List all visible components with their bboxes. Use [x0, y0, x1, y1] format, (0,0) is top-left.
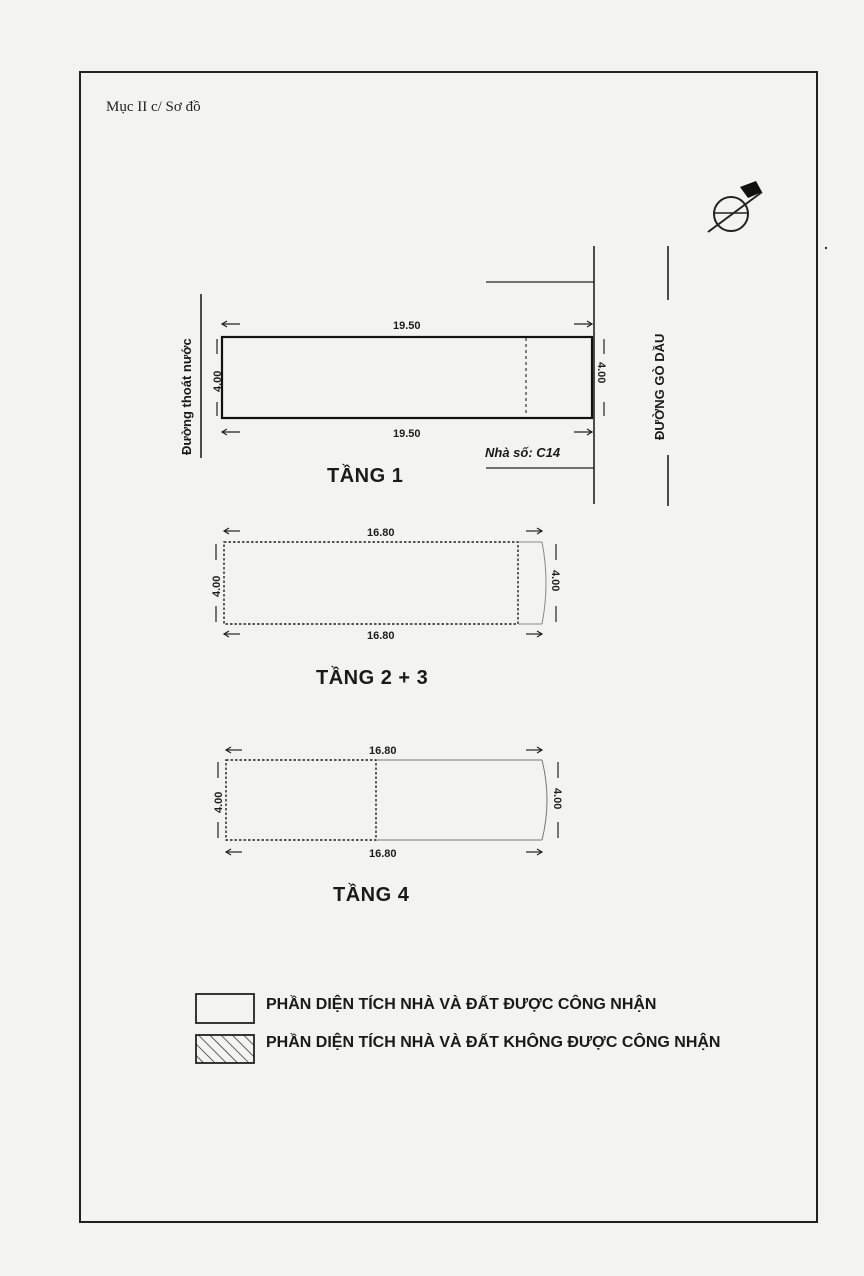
- floor-2-3-outline: [224, 542, 518, 624]
- go-dau-road-label: ĐƯỜNG GÒ DẦU: [652, 333, 667, 440]
- floor-4-bottom-length: 16.80: [369, 848, 397, 860]
- floor-4-right-width: 4.00: [551, 788, 563, 810]
- north-arrow-icon: [708, 181, 762, 232]
- floor-2-3-plan: [211, 527, 561, 689]
- floor-1-plan: [179, 246, 668, 506]
- stray-dot: [825, 247, 827, 249]
- floor-2-3-left-width: 4.00: [211, 575, 223, 597]
- floor-4-left-width: 4.00: [213, 791, 225, 813]
- floor-1-left-width: 4.00: [212, 370, 224, 392]
- drain-road-label: Đường thoát nước: [179, 338, 194, 455]
- floor-4-plan: [213, 745, 563, 906]
- floor-1-title: TẦNG 1: [327, 465, 404, 487]
- legend: [196, 994, 720, 1063]
- legend-recognized-label: PHẦN DIỆN TÍCH NHÀ VÀ ĐẤT ĐƯỢC CÔNG NHẬN: [266, 996, 657, 1013]
- floor-1-top-length: 19.50: [393, 320, 421, 332]
- legend-not-recognized-label: PHẦN DIỆN TÍCH NHÀ VÀ ĐẤT KHÔNG ĐƯỢC CÔNG NHẬN: [266, 1034, 721, 1051]
- floor-1-outline: [222, 337, 592, 418]
- floor-4-outline-dashed: [226, 760, 376, 840]
- balcony-curve: [542, 542, 546, 624]
- section-label: Mục II c/ Sơ đồ: [106, 99, 201, 115]
- floor-2-3-bottom-length: 16.80: [367, 630, 395, 642]
- floor-2-3-top-length: 16.80: [367, 527, 395, 539]
- house-number: Nhà số: C14: [485, 445, 561, 460]
- floor-2-3-title: TẦNG 2 + 3: [316, 667, 429, 689]
- floor-4-title: TẦNG 4: [333, 884, 410, 906]
- floor-1-right-width: 4.00: [595, 362, 607, 384]
- floor-1-bottom-length: 19.50: [393, 428, 421, 440]
- floor-4-top-length: 16.80: [369, 745, 397, 757]
- legend-recognized-swatch: [196, 994, 254, 1023]
- floor-2-3-right-width: 4.00: [549, 570, 561, 592]
- legend-not-recognized-swatch: [196, 1035, 254, 1063]
- terrace-curve: [542, 760, 547, 840]
